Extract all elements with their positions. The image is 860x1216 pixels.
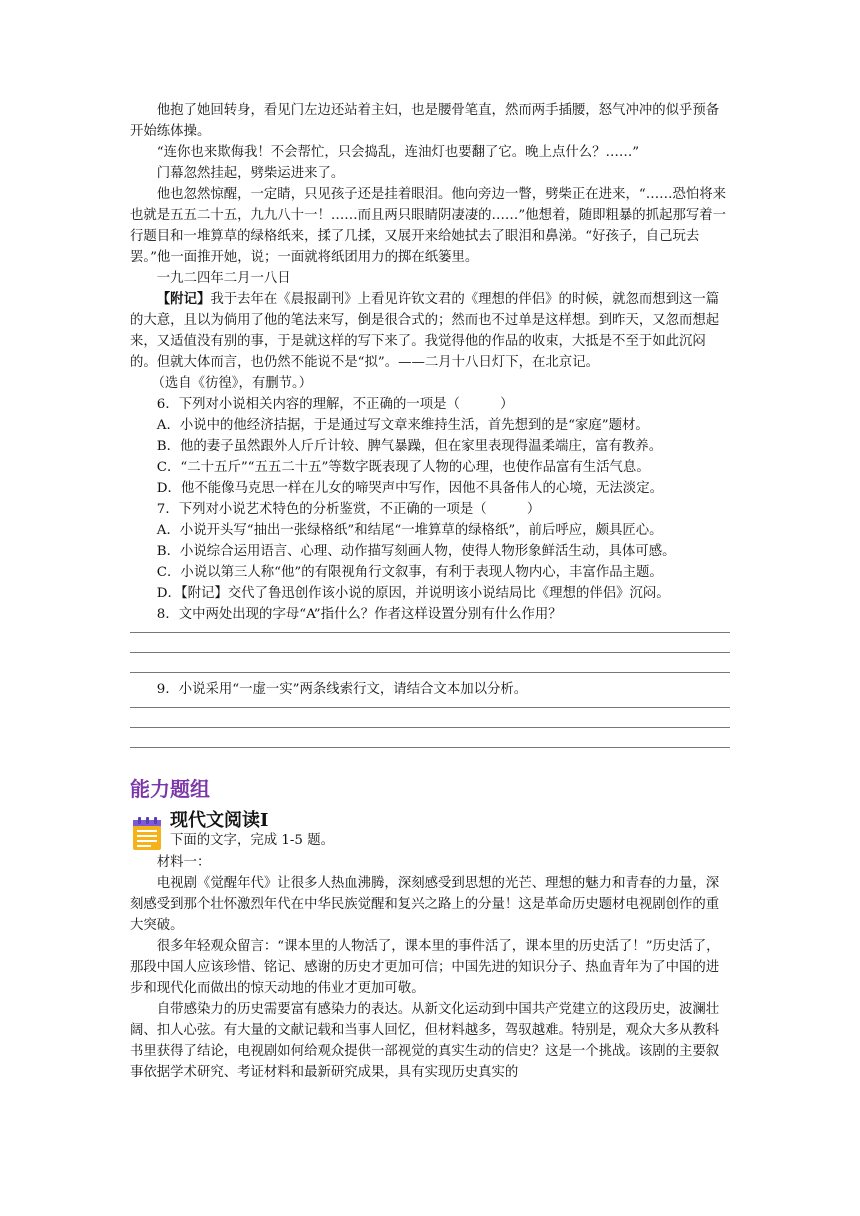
story-date: 一九二四年二月一八日 xyxy=(156,271,291,286)
section-subtitle: 现代文阅读Ⅰ xyxy=(170,810,269,831)
question-9-stem: 9．小说采用“一虚一实”两条线索行文，请结合文本加以分析。 xyxy=(156,682,528,697)
postscript-text: 我于去年在《晨报副刊》上看见许钦文君的《理想的伴侣》的时候，就忽而想到这一篇的大意，且以为倘用了他的笔法来写，倒是很合式的；然而也不过单是这样想。到昨天，又忽而想起来，又适值没有别的事，于是就这样的写下来了。我觉得他的作品的收束，大抵是不至于如此沉闷的。但就大体而言，也仍然不能说不是“拟”。——二月十八日灯下，在北京记。 xyxy=(130,292,720,370)
question-7-stem: 7．下列对小说艺术特色的分析鉴赏，不正确的一项是（ ） xyxy=(156,502,541,517)
question-6-stem: 6．下列对小说相关内容的理解，不正确的一项是（ ） xyxy=(156,397,514,412)
page-body xyxy=(130,100,730,1083)
question-6-option-a: A．小说中的他经济拮据，于是通过写文章来维持生活，首先想到的是“家庭”题材。 xyxy=(156,418,649,433)
question-7-option-d: D．【附记】交代了鲁迅创作该小说的原因，并说明该小说结局比《理想的伴侣》沉闷。 xyxy=(156,586,670,601)
material-paragraph: 电视剧《觉醒年代》让很多人热血沸腾，深刻感受到思想的光芒、理想的魅力和青春的力量，深刻感受到那个壮怀激烈年代在中华民族觉醒和复兴之路上的分量！这是革命历史题材电视剧创作的重大突破。 xyxy=(130,876,720,933)
material-paragraph: 很多年轻观众留言：“课本里的人物活了，课本里的事件活了，课本里的历史活了！”历史活了，那段中国人应该珍惜、铭记、感谢的历史才更加可信；中国先进的知识分子、热血青年为了中国的进步和现代化而做出的惊天动地的伟业才更加可敬。 xyxy=(130,939,720,996)
postscript xyxy=(130,289,730,373)
story-source: （选自《彷徨》，有删节。） xyxy=(151,376,313,391)
material-label: 材料一： xyxy=(156,855,211,870)
question-8-stem: 8．文中两处出现的字母“A”指什么？作者这样设置分别有什么作用？ xyxy=(156,607,562,622)
material-paragraph: 自带感染力的历史需要富有感染力的表达。从新文化运动到中国共产党建立的这段历史，波澜壮阔、扣人心弦。有大量的文献记载和当事人回忆，但材料越多，驾驭越难。特别是，观众大多从教科书里获得了结论，电视剧如何给观众提供一部视觉的真实生动的信史？这是一个挑战。该剧的主要叙事依据学术研究、考证材料和最新研究成果，具有实现历史真实的 xyxy=(130,1002,720,1080)
story-paragraph: 他也忽然惊醒，一定睛，只见孩子还是挂着眼泪。他向旁边一瞥，劈柴正在进来，“……恐怕将来也就是五五二十五，九九八十一！……而且两只眼睛阴凄凄的……”他想着，随即粗暴的抓起那写着一行题目和一堆算草的绿格纸来，揉了几揉，又展开来给她拭去了眼泪和鼻涕。“好孩子，自己玩去罢。”他一面推开她，说；一面就将纸团用力的掷在纸篓里。 xyxy=(130,187,727,265)
question-7-option-b: B．小说综合运用语言、心理、动作描写刻画人物，使得人物形象鲜活生动，具体可感。 xyxy=(156,544,676,559)
question-7-option-a: A．小说开头写“抽出一张绿格纸”和结尾“一堆算草的绿格纸”，前后呼应，颇具匠心。 xyxy=(156,523,663,538)
story-paragraph: 他抱了她回转身，看见门左边还站着主妇，也是腰骨笔直，然而两手插腰，怒气冲冲的似乎预备开始练体操。 xyxy=(130,103,720,139)
section-title: 能力题组 xyxy=(130,777,210,801)
section-intro: 下面的文字，完成 1-5 题。 xyxy=(170,833,334,848)
question-6-option-d: D．他不能像马克思一样在儿女的啼哭声中写作，因他不具备伟人的心境，无法淡定。 xyxy=(156,481,663,496)
question-7-option-c: C．小说以第三人称“他”的有限视角行文叙事，有利于表现人物内心，丰富作品主题。 xyxy=(156,565,663,580)
story-paragraph: “连你也来欺侮我！不会帮忙，只会捣乱，连油灯也要翻了它。晚上点什么？……” xyxy=(156,145,640,160)
question-6-option-b: B．他的妻子虽然跟外人斤斤计较、脾气暴躁，但在家里表现得温柔端庄，富有教养。 xyxy=(156,439,663,454)
notepad-icon xyxy=(130,816,166,852)
story-paragraph: 门幕忽然挂起，劈柴运进来了。 xyxy=(156,166,345,181)
postscript-tag: 【附记】 xyxy=(156,291,211,307)
reading-section-header xyxy=(130,808,730,852)
question-6-option-c: C．“二十五斤”“五五二十五”等数字既表现了人物的心理，也使作品富有生活气息。 xyxy=(156,460,650,475)
